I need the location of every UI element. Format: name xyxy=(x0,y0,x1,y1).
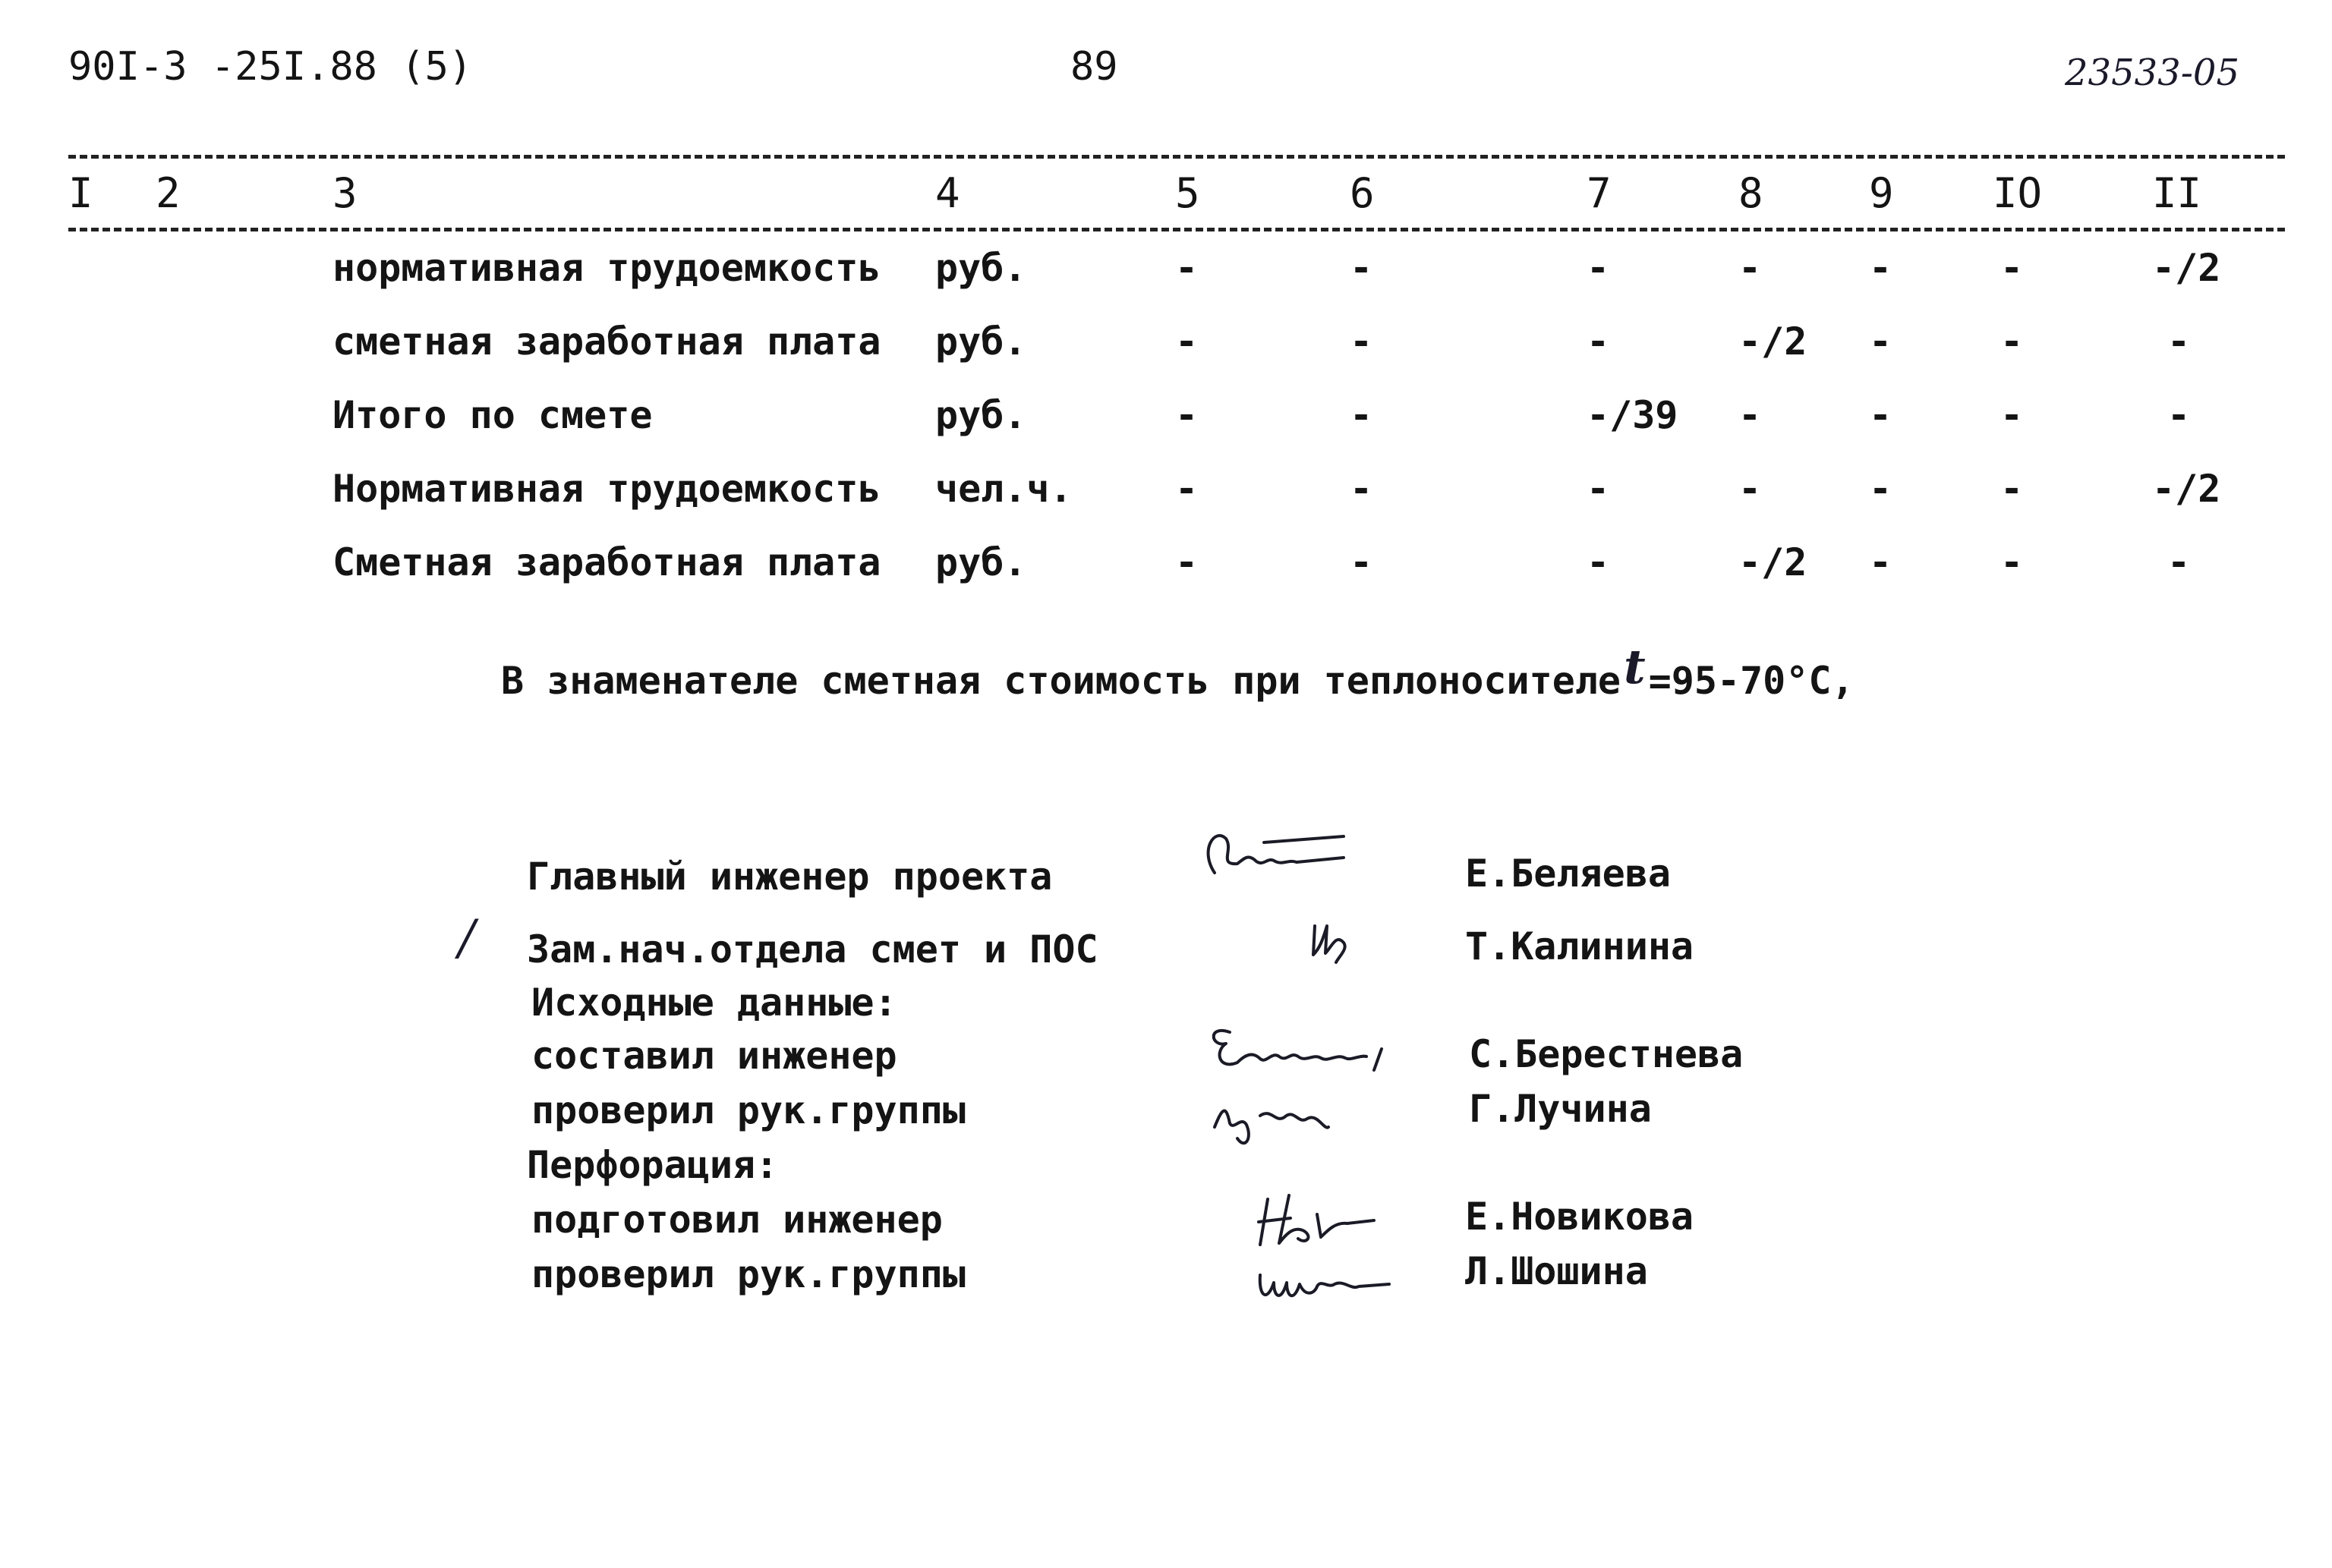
section-label: Исходные данные: xyxy=(531,981,897,1025)
cell-col10: - xyxy=(2000,540,2024,584)
signature-kalinina xyxy=(1306,903,1397,971)
page-number: 89 xyxy=(1070,44,1118,90)
cell-col5: - xyxy=(1175,467,1199,511)
cell-col9: - xyxy=(1869,246,1892,290)
note-temperature-symbol: t xyxy=(1624,639,1646,694)
cell-col9: - xyxy=(1869,393,1892,437)
cell-col7: - xyxy=(1587,540,1610,584)
note-line xyxy=(501,639,1855,703)
row-unit: руб. xyxy=(935,320,1027,364)
row-unit: чел.ч. xyxy=(935,467,1073,511)
cell-col11: - xyxy=(2167,540,2191,584)
signatory-name: С.Берестнева xyxy=(1469,1032,1744,1076)
cell-col8: -/2 xyxy=(1738,540,1807,584)
signature-role: Главный инженер проекта xyxy=(527,855,1053,899)
cell-col8: - xyxy=(1738,467,1762,511)
note-temperature-value: =95-70°C, xyxy=(1648,659,1855,703)
cell-col11: -/2 xyxy=(2152,246,2221,290)
cell-col7: - xyxy=(1587,467,1610,511)
row-unit: руб. xyxy=(935,540,1027,584)
column-header-10: IO xyxy=(1993,169,2043,217)
signature-role: составил инженер xyxy=(531,1034,897,1078)
signature-role: проверил рук.группы xyxy=(531,1252,966,1296)
column-header-1: I xyxy=(68,169,93,217)
signatory-name: Е.Новикова xyxy=(1465,1195,1694,1239)
section-label: Перфорация: xyxy=(527,1143,779,1187)
column-header-8: 8 xyxy=(1738,169,1763,217)
cell-col5: - xyxy=(1175,246,1199,290)
column-header-6: 6 xyxy=(1350,169,1375,217)
row-unit: руб. xyxy=(935,393,1027,437)
cell-col5: - xyxy=(1175,320,1199,364)
cell-col11: -/2 xyxy=(2152,467,2221,511)
signature-luchina xyxy=(1199,1085,1397,1154)
cell-col6: - xyxy=(1350,467,1373,511)
signatory-name: Е.Беляева xyxy=(1465,852,1671,896)
row-label: Сметная заработная плата xyxy=(332,540,881,584)
table-header-rule xyxy=(68,228,2285,231)
cell-col8: - xyxy=(1738,246,1762,290)
cell-col5: - xyxy=(1175,540,1199,584)
cell-col10: - xyxy=(2000,393,2024,437)
cell-col7: -/39 xyxy=(1587,393,1678,437)
row-label: Нормативная трудоемкость xyxy=(332,467,881,511)
cell-col11: - xyxy=(2167,393,2191,437)
signature-beliaeva xyxy=(1192,820,1374,888)
signature-shoshina xyxy=(1245,1245,1397,1313)
cell-col8: -/2 xyxy=(1738,320,1807,364)
column-header-7: 7 xyxy=(1587,169,1612,217)
row-label: сметная заработная плата xyxy=(332,320,881,364)
cell-col10: - xyxy=(2000,467,2024,511)
cell-col11: - xyxy=(2167,320,2191,364)
document-code: 90I-3 -25I.88 (5) xyxy=(68,44,473,90)
column-header-9: 9 xyxy=(1869,169,1894,217)
cell-col9: - xyxy=(1869,540,1892,584)
cell-col9: - xyxy=(1869,320,1892,364)
row-label: нормативная трудоемкость xyxy=(332,246,881,290)
signatory-name: Л.Шошина xyxy=(1465,1249,1648,1293)
row-unit: руб. xyxy=(935,246,1027,290)
cell-col9: - xyxy=(1869,467,1892,511)
cell-col6: - xyxy=(1350,393,1373,437)
signature-role: подготовил инженер xyxy=(531,1198,943,1242)
column-header-11: II xyxy=(2152,169,2202,217)
column-header-4: 4 xyxy=(935,169,960,217)
column-header-5: 5 xyxy=(1175,169,1200,217)
signature-novikova xyxy=(1245,1184,1397,1252)
margin-mark: / xyxy=(459,910,475,966)
column-header-2: 2 xyxy=(156,169,181,217)
note-text: В знаменателе сметная стоимость при теплоносителе xyxy=(501,659,1621,703)
signature-berestneva xyxy=(1199,1017,1427,1078)
cell-col10: - xyxy=(2000,246,2024,290)
row-label: Итого по смете xyxy=(332,393,653,437)
cell-col10: - xyxy=(2000,320,2024,364)
column-header-3: 3 xyxy=(332,169,358,217)
cell-col7: - xyxy=(1587,246,1610,290)
cell-col6: - xyxy=(1350,320,1373,364)
signature-role: Зам.нач.отдела смет и ПОС xyxy=(527,927,1098,971)
signatory-name: Г.Лучина xyxy=(1469,1087,1652,1131)
stamp-number: 23533-05 xyxy=(2065,52,2239,94)
signatory-name: Т.Калинина xyxy=(1465,924,1694,968)
cell-col7: - xyxy=(1587,320,1610,364)
cell-col5: - xyxy=(1175,393,1199,437)
table-top-rule xyxy=(68,155,2285,159)
signature-role: проверил рук.группы xyxy=(531,1088,966,1132)
cell-col6: - xyxy=(1350,246,1373,290)
cell-col6: - xyxy=(1350,540,1373,584)
cell-col8: - xyxy=(1738,393,1762,437)
